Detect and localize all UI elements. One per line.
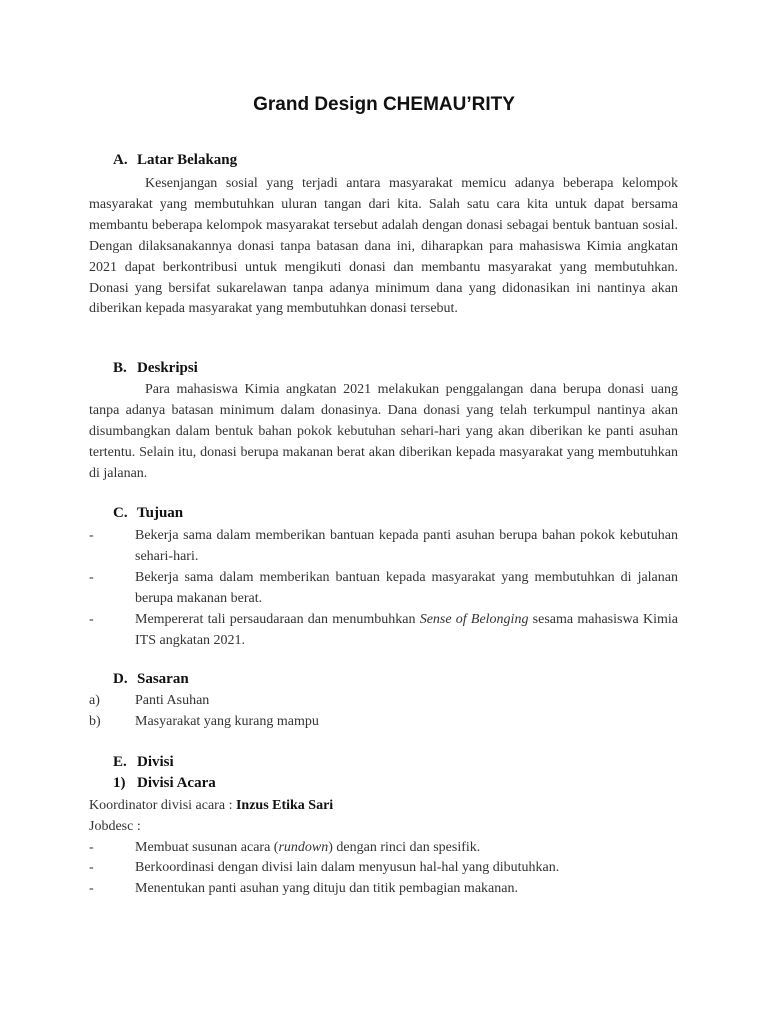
section-e-number: E. xyxy=(113,754,127,770)
section-d-number: D. xyxy=(113,671,128,687)
section-a-paragraph xyxy=(89,174,678,320)
sasaran-item-a-text: Panti Asuhan xyxy=(135,693,210,708)
jobdesc-item-3-text: Menentukan panti asuhan yang dituju dan titik pembagian makanan. xyxy=(135,881,518,896)
section-c-title: Tujuan xyxy=(137,505,184,521)
jobdesc-item-2-text: Berkoordinasi dengan divisi lain dalam menyusun hal-hal yang dibutuhkan. xyxy=(135,860,560,875)
jobdesc-item-1-text-after: ) dengan rinci dan spesifik. xyxy=(328,840,481,855)
document-title: Grand Design CHEMAU’RITY xyxy=(253,94,515,115)
section-b-title: Deskripsi xyxy=(137,360,198,376)
section-a-number: A. xyxy=(113,152,128,168)
list-marker: - xyxy=(89,570,94,585)
section-b-paragraph-text: Para mahasiswa Kimia angkatan 2021 melakukan penggalangan dana berupa donasi uang tanpa adanya batasan minimum dalam donasinya. Dana donasi yang telah terkumpul nantinya akan disumbangkan dalam bentuk bahan pokok kebutuhan sehari-hari yang akan diberikan ke panti asuhan tertentu. Selain itu, donasi berupa makanan berat akan diberikan kepada masyarakat yang membutuhkan di jalanan. xyxy=(89,382,678,481)
list-marker: - xyxy=(89,860,94,875)
section-a-paragraph-text: Kesenjangan sosial yang terjadi antara masyarakat memicu adanya beberapa kelompok masyarakat yang membutuhkan uluran tangan dari kita. Salah satu cara kita untuk dapat bersama membantu beberapa kelompok masyarakat tersebut adalah dengan donasi sebagai bentuk bantuan sosial. Dengan dilaksanakannya donasi tanpa batasan dana ini, diharapkan para mahasiswa Kimia angkatan 2021 dapat berkontribusi untuk mengikuti donasi dan membantu masyarakat yang membutuhkan. Donasi yang bersifat sukarelawan tanpa adanya minimum dana yang didonasikan ini nantinya akan diberikan kepada masyarakat yang membutuhkan donasi tersebut. xyxy=(89,176,678,317)
list-marker: b) xyxy=(89,714,101,729)
jobdesc-item-1-text-before: Membuat susunan acara ( xyxy=(135,840,279,855)
tujuan-item-1-text: Bekerja sama dalam memberikan bantuan kepada panti asuhan berupa bahan pokok kebutuhan sehari-hari. xyxy=(135,528,678,564)
jobdesc-item-1 xyxy=(89,838,678,859)
tujuan-item-2 xyxy=(89,568,678,610)
list-marker: - xyxy=(89,840,94,855)
section-e-heading xyxy=(113,754,174,771)
jobdesc-item-2 xyxy=(89,858,678,879)
jobdesc-label: Jobdesc : xyxy=(89,819,141,834)
tujuan-item-2-text: Bekerja sama dalam memberikan bantuan kepada masyarakat yang membutuhkan di jalanan berupa makanan berat. xyxy=(135,570,678,606)
coordinator-line xyxy=(89,796,333,817)
tujuan-item-3-text-after: sesama mahasiswa Kimia ITS angkatan 2021. xyxy=(135,612,678,648)
section-b-paragraph xyxy=(89,380,678,485)
section-c-heading xyxy=(113,505,183,522)
sasaran-item-b-text: Masyarakat yang kurang mampu xyxy=(135,714,319,729)
jobdesc-item-1-text xyxy=(135,838,678,859)
tujuan-item-3-text-italic: Sense of Belonging xyxy=(419,612,529,627)
section-d-title: Sasaran xyxy=(137,671,189,687)
subsection-number: 1) xyxy=(113,775,126,791)
jobdesc-item-1-text-italic: rundown xyxy=(278,840,329,855)
tujuan-item-1 xyxy=(89,526,678,568)
coordinator-label: Koordinator divisi acara : xyxy=(89,798,236,813)
tujuan-item-3 xyxy=(89,610,678,652)
list-marker: - xyxy=(89,612,94,627)
jobdesc-item-3 xyxy=(89,879,678,900)
subsection-title: Divisi Acara xyxy=(137,775,216,791)
section-d-heading xyxy=(113,671,189,688)
section-a-heading xyxy=(113,152,237,169)
tujuan-item-3-text-before: Mempererat tali persaudaraan dan menumbuhkan xyxy=(135,612,420,627)
section-e-title: Divisi xyxy=(137,754,174,770)
section-c-number: C. xyxy=(113,505,128,521)
section-b-number: B. xyxy=(113,360,127,376)
section-a-title: Latar Belakang xyxy=(137,152,238,168)
tujuan-item-3-text xyxy=(135,610,678,652)
coordinator-name: Inzus Etika Sari xyxy=(235,798,334,813)
sasaran-item-b xyxy=(89,712,678,733)
list-marker: - xyxy=(89,528,94,543)
subsection-divisi-acara-heading xyxy=(113,775,216,792)
section-b-heading xyxy=(113,360,198,377)
list-marker: - xyxy=(89,881,94,896)
list-marker: a) xyxy=(89,693,100,708)
sasaran-item-a xyxy=(89,691,678,712)
